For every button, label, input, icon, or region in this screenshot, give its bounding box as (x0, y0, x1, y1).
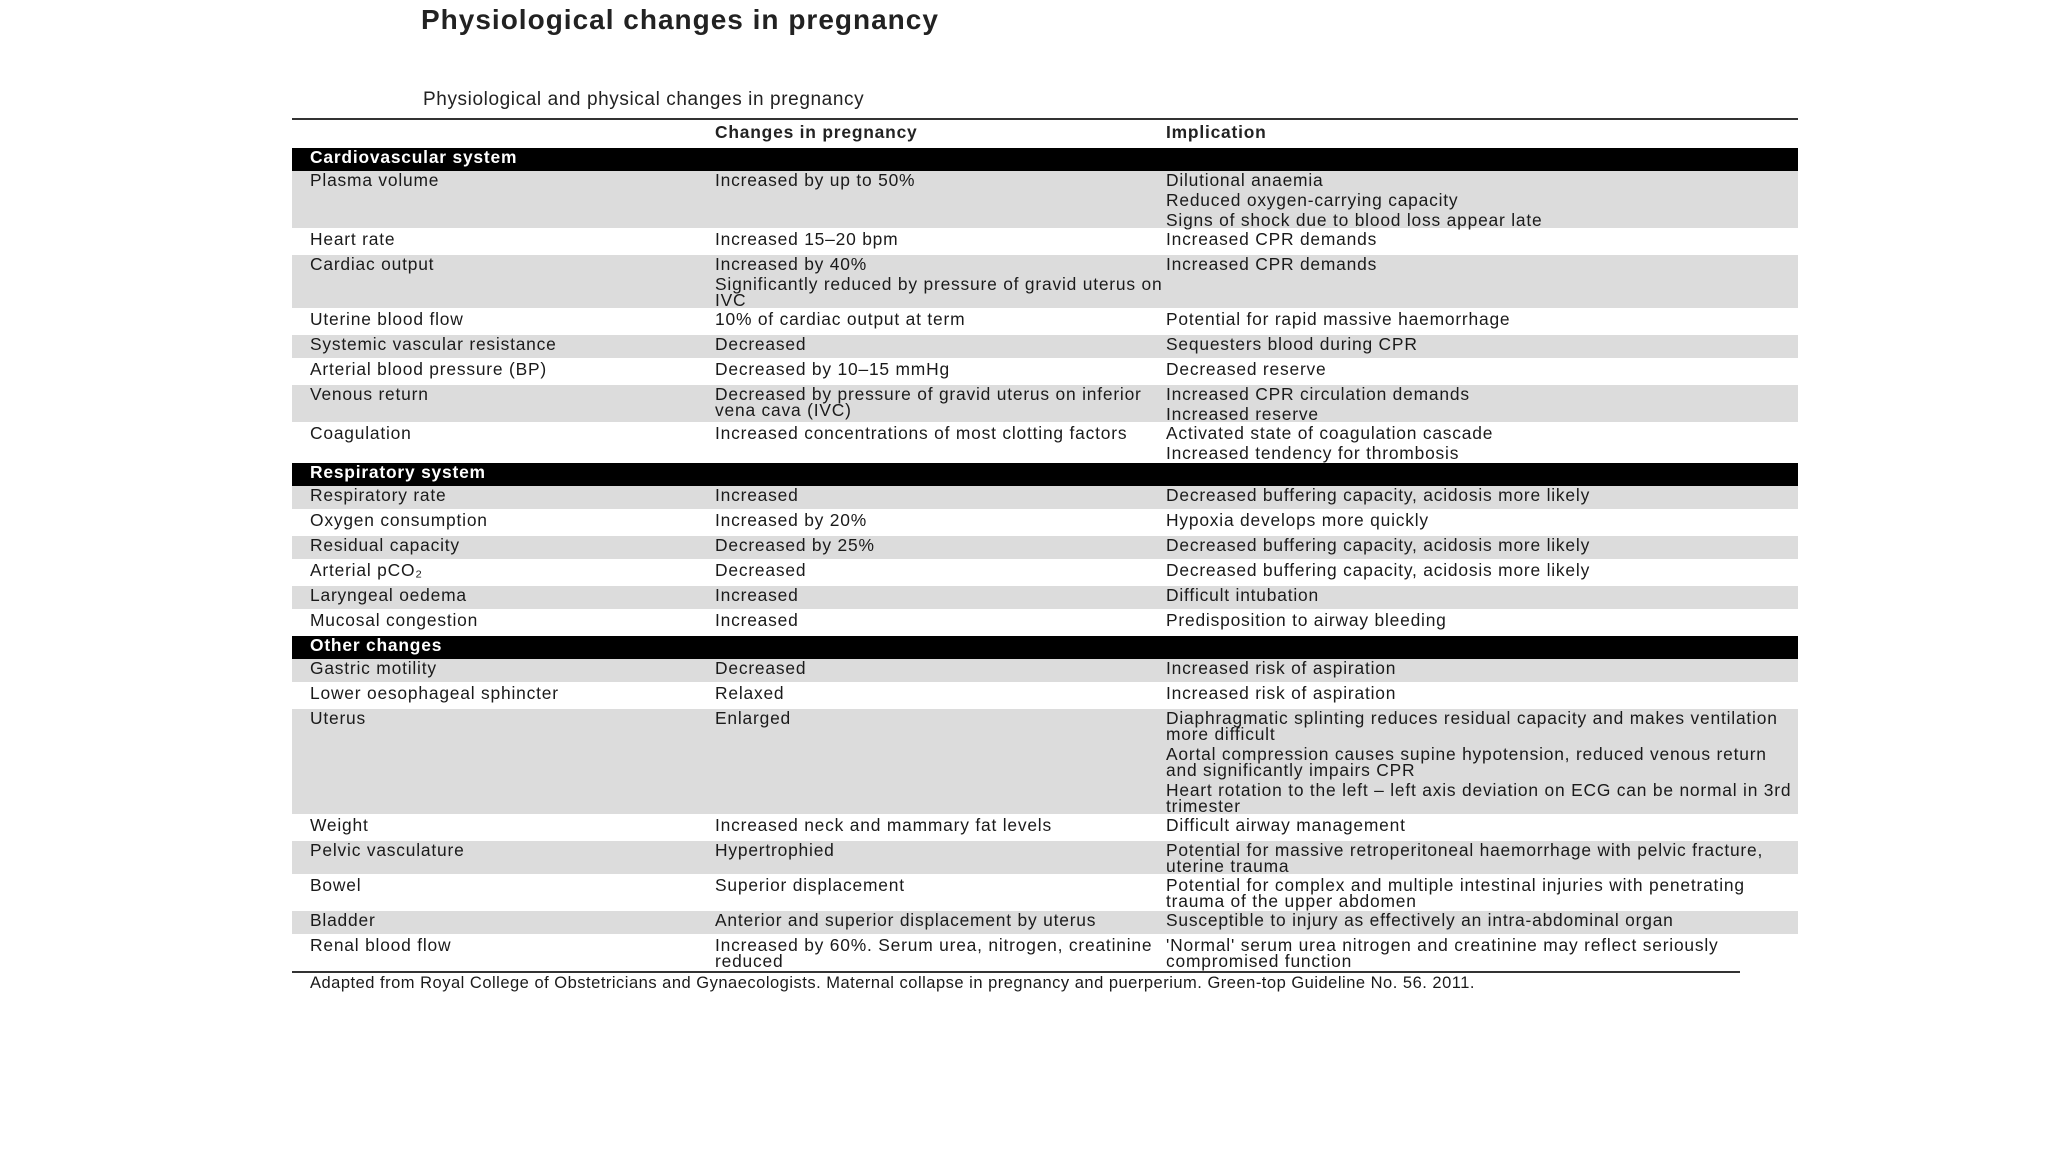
implication-line: Difficult airway management (1166, 815, 1406, 835)
change-line: Increased (715, 610, 799, 630)
change-line: Significantly reduced by pressure of gravid uterus on IVC (715, 274, 1163, 310)
changes-table (292, 118, 1798, 991)
table-row (292, 816, 1798, 841)
parameter-cell: Oxygen consumption (292, 511, 715, 536)
change-cell (715, 171, 1166, 230)
implication-line: Increased reserve (1166, 404, 1319, 424)
implication-cell (1166, 816, 1798, 841)
change-line: Increased by 40% (715, 254, 868, 274)
parameter-cell: Laryngeal oedema (292, 586, 715, 611)
parameter-cell: Bladder (292, 911, 715, 936)
header-parameter (292, 120, 715, 148)
change-cell (715, 335, 1166, 360)
change-line: Anterior and superior displacement by uterus (715, 910, 1097, 930)
implication-line: Heart rotation to the left – left axis deviation on ECG can be normal in 3rd trimester (1166, 780, 1792, 816)
implication-line: Increased CPR demands (1166, 229, 1378, 249)
table-row (292, 561, 1798, 586)
change-cell (715, 911, 1166, 936)
parameter-cell: Respiratory rate (292, 486, 715, 511)
change-line: Increased by 60%. Serum urea, nitrogen, creatinine reduced (715, 935, 1153, 971)
implication-line: Increased risk of aspiration (1166, 683, 1397, 703)
parameter-cell: Systemic vascular resistance (292, 335, 715, 360)
implication-line: Increased risk of aspiration (1166, 658, 1397, 678)
change-line: Increased (715, 585, 799, 605)
change-line: Increased concentrations of most clotting factors (715, 423, 1128, 443)
implication-line: Potential for massive retroperitoneal haemorrhage with pelvic fracture, uterine trauma (1166, 840, 1764, 876)
table-row (292, 360, 1798, 385)
change-line: Increased neck and mammary fat levels (715, 815, 1052, 835)
change-line: Superior displacement (715, 875, 905, 895)
implication-line: Decreased reserve (1166, 359, 1327, 379)
source-note: Adapted from Royal College of Obstetricians and Gynaecologists. Maternal collapse in pregnancy and puerperium. Green-top Guideline No. 56. 2011. (292, 971, 1740, 991)
change-cell (715, 816, 1166, 841)
table-row (292, 385, 1798, 424)
section-header-row (292, 148, 1798, 171)
parameter-cell: Plasma volume (292, 171, 715, 230)
implication-cell (1166, 360, 1798, 385)
change-line: Relaxed (715, 683, 785, 703)
implication-cell (1166, 911, 1798, 936)
implication-line: Predisposition to airway bleeding (1166, 610, 1447, 630)
implication-cell (1166, 255, 1798, 310)
table-row (292, 230, 1798, 255)
implication-cell (1166, 709, 1798, 816)
change-cell (715, 360, 1166, 385)
implication-line: Diaphragmatic splinting reduces residual capacity and makes ventilation more difficult (1166, 708, 1778, 744)
implication-line: 'Normal' serum urea nitrogen and creatinine may reflect seriously compromised function (1166, 935, 1719, 971)
change-cell (715, 536, 1166, 561)
implication-cell (1166, 171, 1798, 230)
change-line: 10% of cardiac output at term (715, 309, 966, 329)
change-line: Decreased by 10–15 mmHg (715, 359, 950, 379)
implication-line: Reduced oxygen-carrying capacity (1166, 190, 1459, 210)
implication-line: Difficult intubation (1166, 585, 1319, 605)
table-header-row (292, 120, 1798, 148)
implication-line: Aortal compression causes supine hypotension, reduced venous return and significantly impairs CPR (1166, 744, 1767, 780)
table-row (292, 536, 1798, 561)
table-row (292, 936, 1798, 971)
change-cell (715, 561, 1166, 586)
header-implication: Implication (1166, 122, 1267, 142)
parameter-cell: Renal blood flow (292, 936, 715, 971)
parameter-cell: Mucosal congestion (292, 611, 715, 636)
implication-line: Sequesters blood during CPR (1166, 334, 1418, 354)
table-caption: Physiological and physical changes in pregnancy (423, 89, 865, 110)
parameter-cell: Arterial pCO₂ (292, 561, 715, 586)
table-row (292, 171, 1798, 230)
parameter-cell: Coagulation (292, 424, 715, 463)
parameter-cell: Gastric motility (292, 659, 715, 684)
implication-cell (1166, 841, 1798, 876)
change-line: Enlarged (715, 708, 792, 728)
table-row (292, 310, 1798, 335)
change-cell (715, 255, 1166, 310)
implication-cell (1166, 536, 1798, 561)
change-cell (715, 684, 1166, 709)
page-title: Physiological changes in pregnancy (421, 4, 939, 35)
table-row (292, 841, 1798, 876)
parameter-cell: Pelvic vasculature (292, 841, 715, 876)
change-cell (715, 611, 1166, 636)
implication-cell (1166, 586, 1798, 611)
implication-cell (1166, 230, 1798, 255)
implication-cell (1166, 335, 1798, 360)
implication-cell (1166, 385, 1798, 424)
table-row (292, 255, 1798, 310)
implication-cell (1166, 511, 1798, 536)
section-header-row (292, 463, 1798, 486)
change-cell (715, 709, 1166, 816)
implication-line: Activated state of coagulation cascade (1166, 423, 1494, 443)
implication-cell (1166, 486, 1798, 511)
table-row (292, 876, 1798, 911)
change-line: Decreased (715, 560, 807, 580)
implication-line: Decreased buffering capacity, acidosis more likely (1166, 535, 1591, 555)
section-title: Other changes (292, 636, 1798, 659)
parameter-cell: Heart rate (292, 230, 715, 255)
change-cell (715, 586, 1166, 611)
change-line: Hypertrophied (715, 840, 835, 860)
change-line: Increased by 20% (715, 510, 868, 530)
change-cell (715, 424, 1166, 463)
header-changes: Changes in pregnancy (715, 122, 918, 142)
parameter-cell: Venous return (292, 385, 715, 424)
table-row (292, 511, 1798, 536)
table-row (292, 659, 1798, 684)
implication-cell (1166, 936, 1798, 971)
change-cell (715, 230, 1166, 255)
table-row (292, 486, 1798, 511)
implication-cell (1166, 659, 1798, 684)
section-title: Respiratory system (292, 463, 1798, 486)
change-line: Increased by up to 50% (715, 170, 916, 190)
section-title: Cardiovascular system (292, 148, 1798, 171)
change-cell (715, 659, 1166, 684)
parameter-cell: Weight (292, 816, 715, 841)
change-cell (715, 486, 1166, 511)
parameter-cell: Uterine blood flow (292, 310, 715, 335)
implication-line: Decreased buffering capacity, acidosis more likely (1166, 485, 1591, 505)
implication-line: Susceptible to injury as effectively an intra-abdominal organ (1166, 910, 1674, 930)
parameter-cell: Arterial blood pressure (BP) (292, 360, 715, 385)
implication-cell (1166, 611, 1798, 636)
table-row (292, 586, 1798, 611)
table-row (292, 611, 1798, 636)
change-line: Decreased (715, 658, 807, 678)
implication-line: Dilutional anaemia (1166, 170, 1324, 190)
table-row (292, 335, 1798, 360)
change-cell (715, 841, 1166, 876)
parameter-cell: Residual capacity (292, 536, 715, 561)
implication-line: Potential for complex and multiple intestinal injuries with penetrating trauma of the upper abdomen (1166, 875, 1745, 911)
table-row (292, 424, 1798, 463)
implication-line: Hypoxia develops more quickly (1166, 510, 1429, 530)
section-header-row (292, 636, 1798, 659)
parameter-cell: Uterus (292, 709, 715, 816)
change-cell (715, 310, 1166, 335)
table-body (292, 148, 1798, 971)
table-row (292, 911, 1798, 936)
implication-line: Signs of shock due to blood loss appear late (1166, 210, 1543, 230)
change-line: Decreased (715, 334, 807, 354)
implication-cell (1166, 684, 1798, 709)
implication-line: Increased tendency for thrombosis (1166, 443, 1460, 463)
change-cell (715, 876, 1166, 911)
change-line: Decreased by 25% (715, 535, 875, 555)
parameter-cell: Bowel (292, 876, 715, 911)
change-cell (715, 511, 1166, 536)
implication-line: Increased CPR circulation demands (1166, 384, 1470, 404)
change-line: Decreased by pressure of gravid uterus on inferior vena cava (IVC) (715, 384, 1142, 420)
parameter-cell: Cardiac output (292, 255, 715, 310)
implication-line: Increased CPR demands (1166, 254, 1378, 274)
implication-cell (1166, 876, 1798, 911)
change-line: Increased (715, 485, 799, 505)
implication-cell (1166, 424, 1798, 463)
implication-line: Decreased buffering capacity, acidosis more likely (1166, 560, 1591, 580)
change-cell (715, 385, 1166, 424)
change-line: Increased 15–20 bpm (715, 229, 899, 249)
implication-cell (1166, 310, 1798, 335)
table-row (292, 709, 1798, 816)
table-row (292, 684, 1798, 709)
change-cell (715, 936, 1166, 971)
implication-line: Potential for rapid massive haemorrhage (1166, 309, 1511, 329)
parameter-cell: Lower oesophageal sphincter (292, 684, 715, 709)
implication-cell (1166, 561, 1798, 586)
